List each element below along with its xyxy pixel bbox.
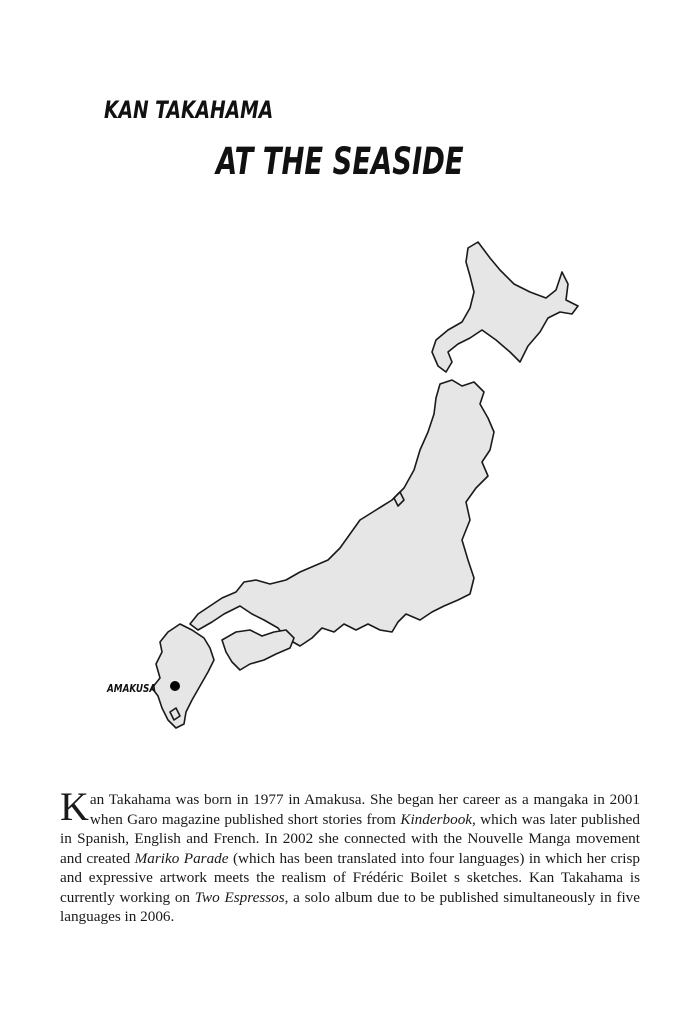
- bio-italic-two-espressos: Two Espressos: [194, 888, 285, 906]
- island-hokkaido: [432, 242, 578, 372]
- bio-italic-kinderbook: Kinderbook: [400, 810, 473, 828]
- bio-text-4: , a solo album due to be published simultaneously in five languages in 2006.: [60, 888, 640, 925]
- author-bio: [60, 784, 640, 927]
- bio-text-2: , which was later published in Spanish, English and French. In 2002 she connected with the Nouvelle Manga movement and created: [60, 810, 640, 867]
- island-honshu: [190, 380, 494, 646]
- author-name: KAN TAKAHAMA: [104, 96, 274, 124]
- bio-dropcap: K: [60, 784, 89, 829]
- island-kyushu: [152, 624, 214, 728]
- bio-text-3: (which has been translated into four languages) in which her crisp and expressive artwork meets the realism of Frédéric Boilet s sketches. Kan Takahama is currently working on: [60, 849, 640, 906]
- bio-text-1: an Takahama was born in 1977 in Amakusa. She began her career as a mangaka in 2001 when Garo magazine published short stories from: [89, 791, 640, 828]
- island-shikoku: [222, 630, 294, 670]
- amakusa-marker-icon: [170, 681, 180, 691]
- bio-italic-mariko-parade: Mariko Parade: [134, 849, 229, 867]
- story-title: AT THE SEASIDE: [216, 140, 464, 183]
- amakusa-label: AMAKUSA: [107, 682, 157, 695]
